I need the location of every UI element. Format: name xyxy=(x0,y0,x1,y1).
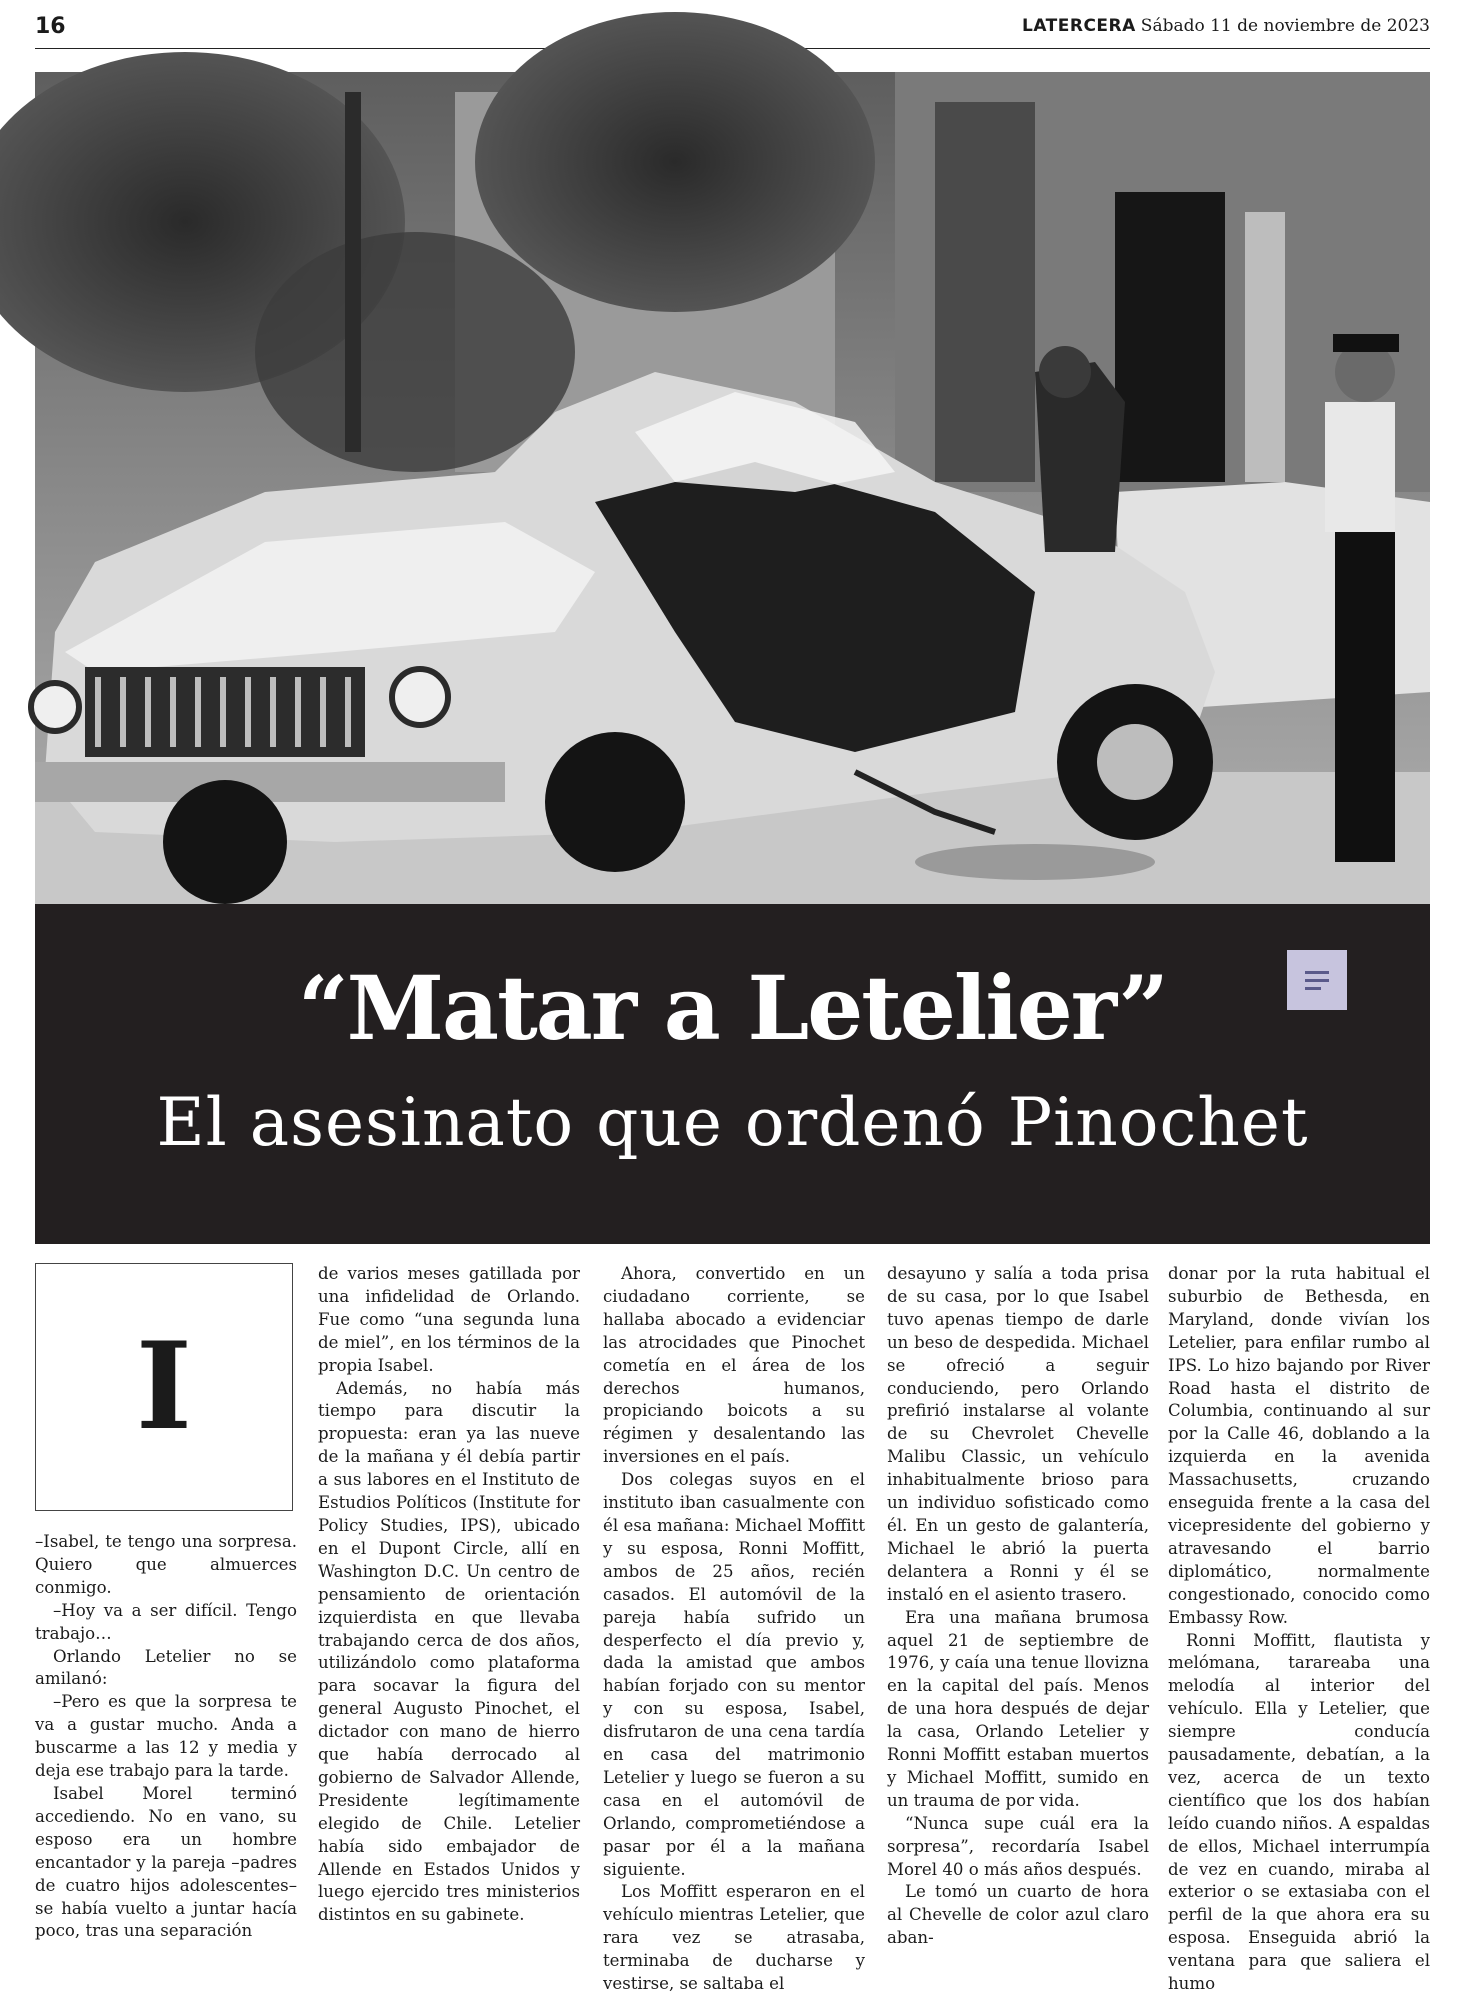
photo-illustration xyxy=(35,72,1430,904)
article-column-2 xyxy=(318,1263,580,1913)
publication-info xyxy=(1022,16,1430,36)
article-column-4 xyxy=(887,1263,1149,1913)
publication-brand: LATERCERA xyxy=(1022,16,1136,36)
article-body xyxy=(35,1263,1430,1913)
menu-lines-icon[interactable] xyxy=(1287,950,1347,1010)
paragraph: Ronni Moffitt, flautista y melómana, tarareaba una melodía al interior del vehículo. Ella y Letelier, que siempre conducía pausadamente, debatían, a la vez, acerca de un texto científico que los dos habían leído cuando niños. A espaldas de ellos, Michael interrumpía de vez en cuando, miraba al exterior o se extasiaba con el perfil de la que ahora era su esposa. Enseguida abrió la ventana para que saliera el humo xyxy=(1168,1630,1430,1996)
paragraph: “Nunca supe cuál era la sorpresa”, recordaría Isabel Morel 40 o más años después. xyxy=(887,1813,1149,1882)
paragraph: –Isabel, te tengo una sorpresa. Quiero que almuerces conmigo. xyxy=(35,1531,297,1600)
paragraph: Isabel Morel terminó accediendo. No en vano, su esposo era un hombre encantador y la pareja –padres de cuatro hijos adolescentes– se había vuelto a juntar hacía poco, tras una separación xyxy=(35,1783,297,1943)
paragraph: Orlando Letelier no se amilanó: xyxy=(35,1646,297,1692)
article-column-5 xyxy=(1168,1263,1430,1913)
wrecked-car-photo xyxy=(35,72,1430,904)
paragraph: desayuno y salía a toda prisa de su casa, por lo que Isabel tuvo apenas tiempo de darle un beso de despedida. Michael se ofreció a seguir conduciendo, pero Orlando prefirió instalarse al volante de su Chevrolet Chevelle Malibu Classic, un vehículo inhabitualmente brioso para un individuo sofisticado como él. En un gesto de galantería, Michael le abrió la puerta delantera a Ronni y él se instaló en el asiento trasero. xyxy=(887,1263,1149,1607)
paragraph: –Pero es que la sorpresa te va a gustar mucho. Anda a buscarme a las 12 y media y deja ese trabajo para la tarde. xyxy=(35,1691,297,1783)
publication-date: Sábado 11 de noviembre de 2023 xyxy=(1141,16,1430,36)
menu-line xyxy=(1305,987,1321,990)
paragraph: Le tomó un cuarto de hora al Chevelle de color azul claro aban- xyxy=(887,1881,1149,1950)
paragraph: –Hoy va a ser difícil. Tengo trabajo… xyxy=(35,1600,297,1646)
drop-cap-box xyxy=(35,1263,293,1511)
paragraph: Además, no había más tiempo para discutir la propuesta: eran ya las nueve de la mañana y él debía partir a sus labores en el Instituto de Estudios Políticos (Institute for Policy Studies, IPS), ubicado en el Dupont Circle, allí en Washington D.C. Un centro de pensamiento de orientación izquierdista en que llevaba trabajando cerca de dos años, utilizándolo como plataforma para socavar la figura del general Augusto Pinochet, el dictador con mano de hierro que había derrocado al gobierno de Salvador Allende, Presidente legítimamente elegido de Chile. Letelier había sido embajador de Allende en Estados Unidos y luego ejercido tres ministerios distintos en su gabinete. xyxy=(318,1378,580,1928)
headline: “Matar a Letelier” xyxy=(35,956,1430,1060)
subheadline: El asesinato que ordenó Pinochet xyxy=(35,1084,1430,1161)
paragraph: donar por la ruta habitual el suburbio de Bethesda, en Maryland, donde vivían los Letelier, para enfilar rumbo al IPS. Lo hizo bajando por River Road hasta el distrito de Columbia, continuando al sur por la Calle 46, doblando a la izquierda en la avenida Massachusetts, cruzando enseguida frente a la casa del vicepresidente del gobierno y atravesando el barrio diplomático, normalmente congestionado, conocido como Embassy Row. xyxy=(1168,1263,1430,1630)
menu-line xyxy=(1305,979,1329,982)
paragraph: Era una mañana brumosa aquel 21 de septiembre de 1976, y caía una tenue llovizna en la capital del país. Menos de una hora después de dejar la casa, Orlando Letelier y Ronni Moffitt estaban muertos y Michael Moffitt, sumido en un trauma de por vida. xyxy=(887,1607,1149,1813)
paragraph: Los Moffitt esperaron en el vehículo mientras Letelier, que rara vez se atrasaba, terminaba de ducharse y vestirse, se saltaba el xyxy=(603,1881,865,1996)
paragraph: de varios meses gatillada por una infidelidad de Orlando. Fue como “una segunda luna de miel”, en los términos de la propia Isabel. xyxy=(318,1263,580,1378)
article-column-1 xyxy=(35,1263,297,1913)
page-number: 16 xyxy=(35,14,66,39)
drop-cap: I xyxy=(36,1264,292,1510)
paragraph: Ahora, convertido en un ciudadano corriente, se hallaba abocado a evidenciar las atrocidades que Pinochet cometía en el área de los derechos humanos, propiciando boicots a su régimen y desalentando las inversiones en el país. xyxy=(603,1263,865,1469)
title-band xyxy=(35,904,1430,1244)
menu-line xyxy=(1305,971,1329,974)
paragraph: Dos colegas suyos en el instituto iban casualmente con él esa mañana: Michael Moffitt y su esposa, Ronni Moffitt, ambos de 25 años, recién casados. El automóvil de la pareja había sufrido un desperfecto el día previo y, dada la amistad que ambos habían forjado con su mentor y con su esposa, Isabel, disfrutaron de una cena tardía en casa del matrimonio Letelier y luego se fueron a su casa en el automóvil de Orlando, comprometiéndose a pasar por él a la mañana siguiente. xyxy=(603,1469,865,1881)
article-column-3 xyxy=(603,1263,865,1913)
